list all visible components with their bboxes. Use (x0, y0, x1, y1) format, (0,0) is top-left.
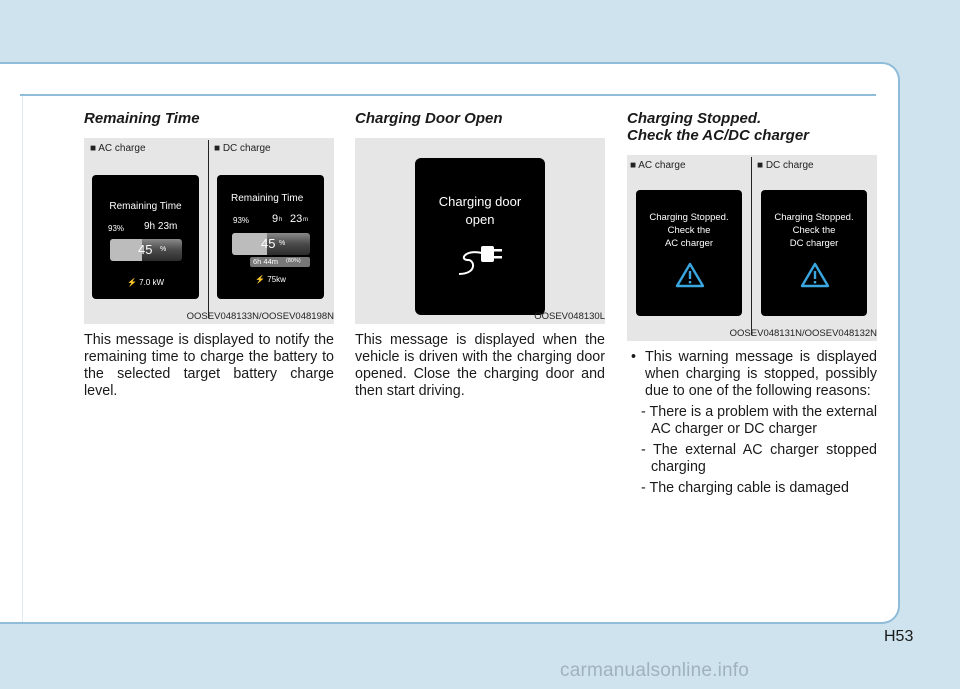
eta-badge (250, 257, 310, 267)
screen-line-2: Check the (792, 225, 836, 236)
battery-unit: % (279, 240, 286, 247)
plug-icon (455, 243, 507, 279)
figure-code: OOSEV048131N/OOSEV048132N (729, 328, 877, 339)
reason-item: - There is a problem with the external AC charger or DC charger (641, 404, 877, 437)
figure-code: OOSEV048130L (534, 311, 605, 322)
figure-divider (208, 140, 209, 318)
section-text: This message is displayed to notify the remaining time to charge the battery to the selected target battery charge level. (84, 332, 334, 399)
reason-list (627, 404, 877, 497)
eta-percent: (80%) (286, 258, 301, 264)
warning-icon (675, 262, 705, 288)
battery-gauge (110, 239, 182, 261)
target-percent: 93% (108, 224, 125, 233)
target-percent: 93% (233, 216, 250, 225)
watermark: carmanualsonline.info (560, 660, 750, 681)
section-heading: Remaining Time (84, 110, 200, 127)
figure-divider (751, 157, 752, 335)
screen-title: Remaining Time (231, 193, 304, 204)
hours-value: 9 (272, 213, 279, 225)
dc-remaining-screen (217, 175, 324, 299)
section-heading: Charging Door Open (355, 110, 503, 127)
figure-charging-stopped (627, 155, 877, 341)
screen-line-1: Charging door (438, 194, 522, 209)
screen-line-3: DC charger (789, 238, 839, 249)
bullet-dot: • (631, 349, 637, 365)
battery-unit: % (160, 246, 167, 253)
figure-charging-door (355, 138, 605, 324)
margin-line (22, 96, 23, 622)
section-charging-stopped (627, 110, 877, 497)
bullet-text: This warning message is displayed when charging is stopped, possibly due to one of the following reasons: (645, 349, 877, 399)
ac-charge-label: ■ AC charge (90, 143, 146, 154)
ac-stopped-screen (636, 190, 742, 316)
minutes-unit: m (303, 217, 308, 223)
screen-line-2: Check the (667, 225, 711, 236)
battery-level: 45 (138, 242, 153, 257)
battery-level: 45 (261, 236, 276, 251)
battery-gauge (232, 233, 310, 255)
reason-item: - The external AC charger stopped charging (641, 442, 877, 475)
section-charging-door-open (355, 110, 605, 400)
figure-remaining-time (84, 138, 334, 324)
bullet-item (627, 349, 877, 400)
screen-title: Remaining Time (109, 201, 182, 212)
dc-stopped-screen (761, 190, 867, 316)
hours-unit: h (279, 217, 283, 223)
screen-line-1: Charging Stopped. (774, 212, 854, 223)
section-heading-1: Charging Stopped. (627, 110, 762, 127)
page-number: H53 (884, 628, 914, 645)
section-heading-2: Check the AC/DC charger (627, 127, 809, 144)
remaining-time-value: 9h 23m (144, 221, 178, 232)
screen-line-3: AC charger (664, 238, 714, 249)
dc-charge-label: ■ DC charge (757, 160, 814, 171)
warning-icon (800, 262, 830, 288)
reason-item: - The charging cable is damaged (641, 480, 849, 496)
eta-time: 6h 44m (253, 257, 279, 266)
figure-code: OOSEV048133N/OOSEV048198N (186, 311, 334, 322)
charging-door-screen (415, 158, 545, 315)
section-text: This message is displayed when the vehicle is driven with the charging door opened. Close the charging door and then start driving. (355, 332, 605, 399)
ac-remaining-screen (92, 175, 199, 299)
header-rule (20, 94, 876, 96)
screen-line-2: open (465, 212, 495, 227)
ac-charge-label: ■ AC charge (630, 160, 686, 171)
screen-line-1: Charging Stopped. (649, 212, 729, 223)
dc-charge-label: ■ DC charge (214, 143, 271, 154)
minutes-value: 23 (290, 213, 303, 225)
charge-power: ⚡ 75kw (255, 275, 286, 284)
charge-power: ⚡ 7.0 kW (126, 278, 165, 287)
section-remaining-time (84, 110, 334, 400)
